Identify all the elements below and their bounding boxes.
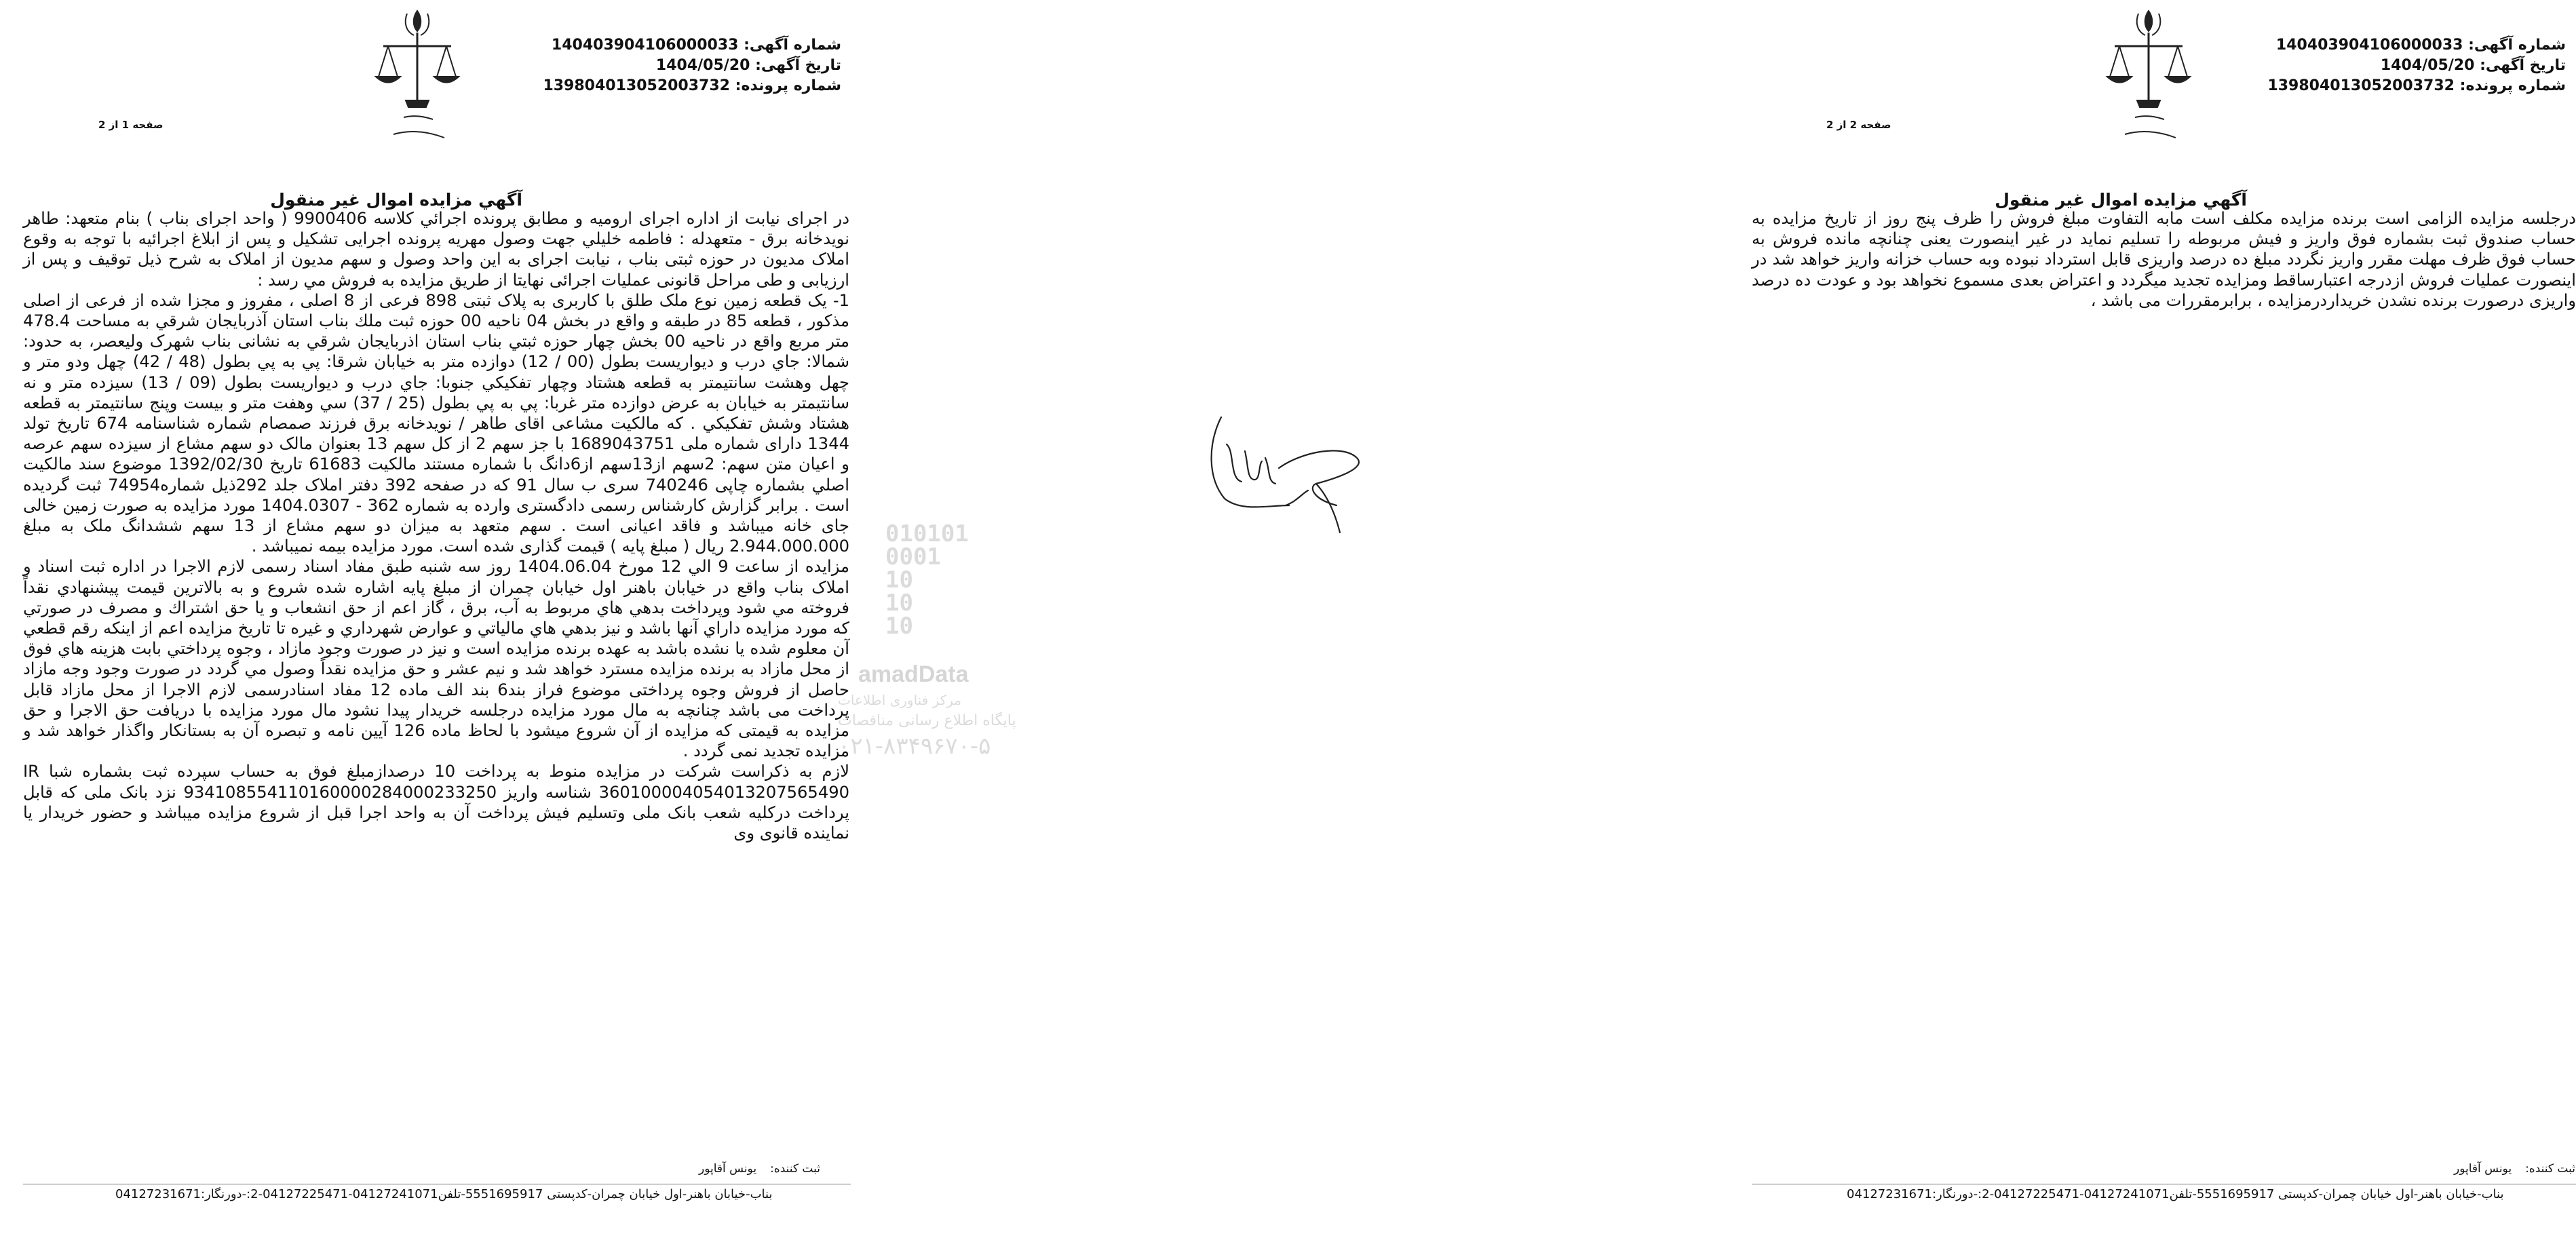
document-title: آگهي مزايده اموال غير منقول — [1995, 190, 2247, 210]
registrar-name: یونس آقاپور — [2454, 1162, 2512, 1176]
notice-date-label: تاریخ آگهی: — [2480, 57, 2566, 74]
notice-meta — [2267, 35, 2566, 96]
notice-meta — [543, 35, 841, 96]
registrar — [699, 1162, 820, 1176]
paragraph-auction-time: مزایده از ساعت 9 الي 12 مورخ 1404.06.04 روز سه شنبه طبق مفاد اسناد رسمی لازم الاجرا در اداره ثبت اسناد و املاک بناب واقع در خیابان باهنر اول خیابان چمران از مبلغ پایه اشاره شده شروع و به بالاترين قيمت پيشنهادي نقداً فروخته مي شود وپرداخت بدهي هاي مربوط به آب، برق ، گاز اعم از حق انشعاب و يا حق اشتراك و مصرف در صورتي كه مورد مزايده داراي آنها باشد و نيز بدهي هاي مالياتي و عوارض شهرداري و غيره تا تاريخ مزايده اعم از اينكه رقم قطعي آن معلوم شده يا نشده باشد به عهده برنده مزايده است و نيز در صورت وجود مازاد ، وجوه پرداختي بابت هزينه هاي فوق از محل مازاد به برنده مزايده مسترد خواهد شد و نيم عشر و حق مزايده نقداً وصول مي گردد در صورت وجود وجه مازاد حاصل از فروش وجوه پرداختی موضوع فراز بند6 بند الف ماده 12 مفاد اسنادرسمی لازم الاجرا از محل مازاد قابل پرداخت می باشد چنانچه به مال مورد مزایده درجلسه خریدار پیدا نشود مال مورد مزایده با دریافت حق الاجرا و حق مزایده به قیمتی که مزایده از آن شروع میشود با لحاظ ماده 126 آيين نامه و تبصره آن به بستانکار واگذار خواهد شد و مزايده تجديد نمی گردد . — [23, 557, 849, 761]
registrar-label: ثبت کننده: — [2525, 1162, 2575, 1176]
case-number: 139804013052003732 — [2267, 77, 2455, 94]
case-number-label: شماره پرونده: — [735, 77, 841, 94]
judiciary-emblem-logo — [366, 5, 468, 155]
notice-number-row — [551, 35, 841, 56]
case-number: 139804013052003732 — [543, 77, 730, 94]
registrar — [2454, 1162, 2575, 1176]
paragraph-property: 1- یک قطعه زمین نوع ملک طلق با کاربری به پلاک ثبتی 898 فرعی از 8 اصلی ، مفروز و مجزا شده از فرعی از اصلی مذکور ، قطعه 85 در طبقه و واقع در بخش 04 ناحیه 00 حوزه ثبت ملك بناب استان آذربایجان شرقي به مساحت 478.4 متر مربع واقع در ناحيه 00 بخش چهار حوزه ثبتي بناب استان اذربايجان شرقي به نشانی بناب شهرک ولیعصر، به حدود: شمالا: جاي درب و ديواريست بطول (00 / 12) دوازده متر به خيابان شرقا: پي به پي بطول (48 / 42) چهل ودو متر و چهل وهشت سانتيمتر به قطعه هشتاد وچهار تفكيكي جنوبا: جاي درب و ديواريست بطول (09 / 13) سيزده متر و نه سانتيمتر به خيابان به عرض دوازده متر غربا: پي به پي بطول (25 / 37) سي وهفت متر و بيست وپنج سانتيمتر به قطعه هشتاد وشش تفكيكي . که مالکیت مشاعی اقای طاهر / نويدخانه برق فرزند صمصام شماره شناسنامه 674 تاريخ تولد 1344 دارای شماره ملی 1689043751 با جز سهم 2 از کل سهم 13 بعنوان مالک دو سهم مشاع از سیزده سهم عرصه و اعیان متن سهم: 2سهم از13سهم از6دانگ با شماره مستند مالكيت 61683 تاريخ 1392/02/30 موضوع سند مالكيت اصلي بشماره چاپی 740246 سری ب سال 91 كه در صفحه 392 دفتر املاک جلد 292ذيل شماره74954 ثبت گرديده است . برابر گزارش کارشناس رسمی دادگستری وارده به شماره 362 - 1404.0307 مورد مزایده به صورت زمین خالی جای خانه میباشد و فاقد اعیانی است . سهم متعهد به میزان دو سهم مشاع از 13 سهم ششدانگ ملک به مبلغ 2.944.000.000 ريال ( مبلغ پايه ) قیمت گذاری شده است. مورد مزایده بیمه نمیباشد . — [23, 290, 850, 556]
handwritten-signature — [1194, 404, 1370, 539]
paragraph-deposit: لازم به ذكراست شركت در مزايده منوط به پرداخت 10 درصدازمبلغ فوق به حساب سپرده ثبت بشماره شبا IR 360100004054013207565490 شناسه واریز 934108554110160000284000233250 نزد بانک ملی كه قابل پرداخت دركليه شعب بانک ملی وتسليم فیش پرداخت آن به واحد اجرا قبل از شروع مزایده میباشد و حضور خريدار يا نماينده قانوی وی — [23, 762, 849, 843]
registrar-name: یونس آقاپور — [699, 1162, 757, 1176]
watermark-line-1: مرکز فناوری اطلاعات — [838, 692, 961, 708]
notice-number-label: شماره آگهی: — [2468, 37, 2566, 54]
page-number: صفحه 1 از 2 — [98, 119, 164, 131]
watermark-digits: 010101 0001 10 10 10 — [885, 520, 969, 640]
emblem-graphic — [366, 5, 468, 155]
notice-body — [23, 208, 849, 843]
watermark-line-2: پایگاه اطلاع رسانی مناقصات — [838, 712, 1016, 729]
watermark — [811, 516, 1028, 773]
notice-number: 140403904106000033 — [2275, 37, 2463, 54]
document-title: آگهي مزايده اموال غير منقول — [270, 190, 522, 210]
case-number-row — [543, 76, 841, 96]
judiciary-emblem-logo — [2098, 5, 2199, 155]
watermark-phone: ۰۲۱-۸۳۴۹۶۷۰-۵ — [838, 733, 991, 760]
footer-address: بناب-خیابان باهنر-اول خیابان چمران-کدپستی 5551695917-تلفن04127241071-04127225471-2:-دورنگار:04127231671 — [115, 1187, 773, 1201]
watermark-brand: amadData — [858, 661, 969, 687]
paragraph-intro: در اجرای نیابت از اداره اجرای ارومیه و مطابق پرونده اجرائي كلاسه 9900406 ( واحد اجرای بناب ) بنام متعهد: طاهر نویدخانه برق - متعهدله : فاطمه خليلي جهت وصول مهريه پرونده اجرایی تشکیل و پس از ابلاغ اجرائیه با توجه به وقوع املاک مدیون در حوزه ثبتی بناب ، نیابت اجرای به این واحد وصول و سهم مدیون از املاک به شرح ذیل توقیف و پس از ارزیابی و طی مراحل قانونی عملیات اجرائی نهایتا از طریق مزایده به فروش مي رسد : — [23, 209, 849, 290]
notice-number-row — [2275, 35, 2566, 56]
case-number-label: شماره پرونده: — [2459, 77, 2566, 94]
emblem-graphic — [2098, 5, 2199, 155]
case-number-row — [2267, 76, 2566, 96]
notice-body — [1752, 208, 2576, 311]
page-number: صفحه 2 از 2 — [1826, 119, 1891, 131]
notice-date-label: تاریخ آگهی: — [755, 57, 841, 74]
notice-date-row — [2281, 56, 2566, 76]
notice-number: 140403904106000033 — [551, 37, 739, 54]
notice-page-1 — [0, 0, 862, 1257]
footer-address: بناب-خیابان باهنر-اول خیابان چمران-کدپستی 5551695917-تلفن04127241071-04127225471-2:-دورنگار:04127231671 — [1847, 1187, 2504, 1201]
signature-graphic — [1194, 404, 1370, 539]
notice-date-row — [556, 56, 841, 76]
notice-date: 1404/05/20 — [2380, 57, 2475, 74]
notice-date: 1404/05/20 — [655, 57, 750, 74]
registrar-label: ثبت کننده: — [770, 1162, 820, 1176]
paragraph-conditions: درجلسه مزایده الزامی است برنده مزایده مکلف است مابه التفاوت مبلغ فروش را ظرف پنج روز از تاریخ مزایده به حساب صندوق ثبت بشماره فوق واریز و فیش مربوطه را تسلیم نماید در غیر اینصورت یعنی چنانچه مانده فروش به حساب فوق ظرف مهلت مقرر واریز نگردد مبلغ ده درصد واریزی قابل استرداد نبوده وبه حساب خزانه واریز خواهد شد در اینصورت عملیات فروش ازدرجه اعتبارساقط ومزایده تجدید میگردد و اعتراض بعدی مسموع نخواهد بود و عودت ده درصد واریزی درصورت برنده نشدن خریداردرمزایده ، برابرمقررات می باشد ، — [1752, 209, 2576, 310]
notice-number-label: شماره آگهی: — [744, 37, 841, 54]
